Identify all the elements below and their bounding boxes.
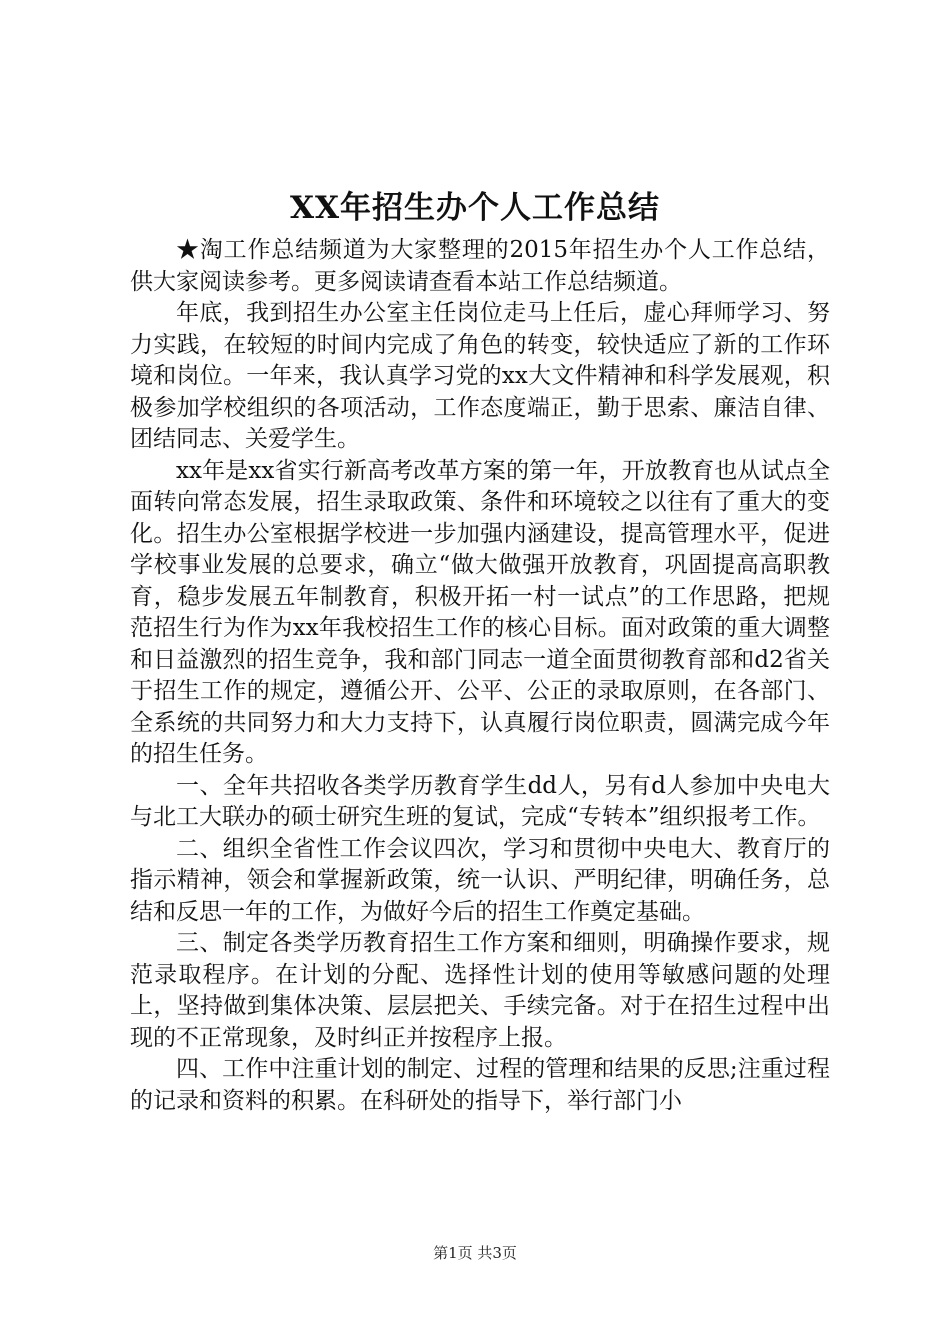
document-title: XX年招生办个人工作总结 [289,190,661,226]
paragraph-item-two: 二、组织全省性工作会议四次，学习和贯彻中央电大、教育厅的指示精神，领会和掌握新政策，统一认识、严明纪律，明确任务，总结和反思一年的工作，为做好今后的招生工作奠定基础。 [130,835,830,925]
paragraph-item-four: 四、工作中注重计划的制定、过程的管理和结果的反思;注重过程的记录和资料的积累。在科研处的指导下，举行部门小 [130,1056,830,1114]
paragraph-year-end: 年底，我到招生办公室主任岗位走马上任后，虚心拜师学习、努力实践，在较短的时间内完成了角色的转变，较快适应了新的工作环境和岗位。一年来，我认真学习党的xx大文件精神和科学发展观，积极参加学校组织的各项活动，工作态度端正，勤于思索、廉洁自律、团结同志、关爱学生。 [130,300,830,452]
document-body [130,235,830,1117]
paragraph-reform: xx年是xx省实行新高考改革方案的第一年，开放教育也从试点全面转向常态发展，招生录取政策、条件和环境较之以往有了重大的变化。招生办公室根据学校进一步加强内涵建设，提高管理水平，促进学校事业发展的总要求，确立“做大做强开放教育，巩固提高高职教育，稳步发展五年制教育，积极开拓一村一试点”的工作思路，把规范招生行为作为xx年我校招生工作的核心目标。面对政策的重大调整和日益激烈的招生竞争，我和部门同志一道全面贯彻教育部和d2省关于招生工作的规定，遵循公开、公平、公正的录取原则，在各部门、全系统的共同努力和大力支持下，认真履行岗位职责，圆满完成今年的招生任务。 [130,457,830,767]
page-footer: 第1页 共3页 [433,1244,517,1262]
paragraph-item-three: 三、制定各类学历教育招生工作方案和细则，明确操作要求，规范录取程序。在计划的分配、选择性计划的使用等敏感问题的处理上，坚持做到集体决策、层层把关、手续完备。对于在招生过程中出现的不正常现象，及时纠正并按程序上报。 [130,930,830,1051]
paragraph-item-one: 一、全年共招收各类学历教育学生dd人，另有d人参加中央电大与北工大联办的硕士研究生班的复试，完成“专转本”组织报考工作。 [130,772,830,830]
paragraph-intro: ★淘工作总结频道为大家整理的2015年招生办个人工作总结，供大家阅读参考。更多阅读请查看本站工作总结频道。 [130,237,830,295]
